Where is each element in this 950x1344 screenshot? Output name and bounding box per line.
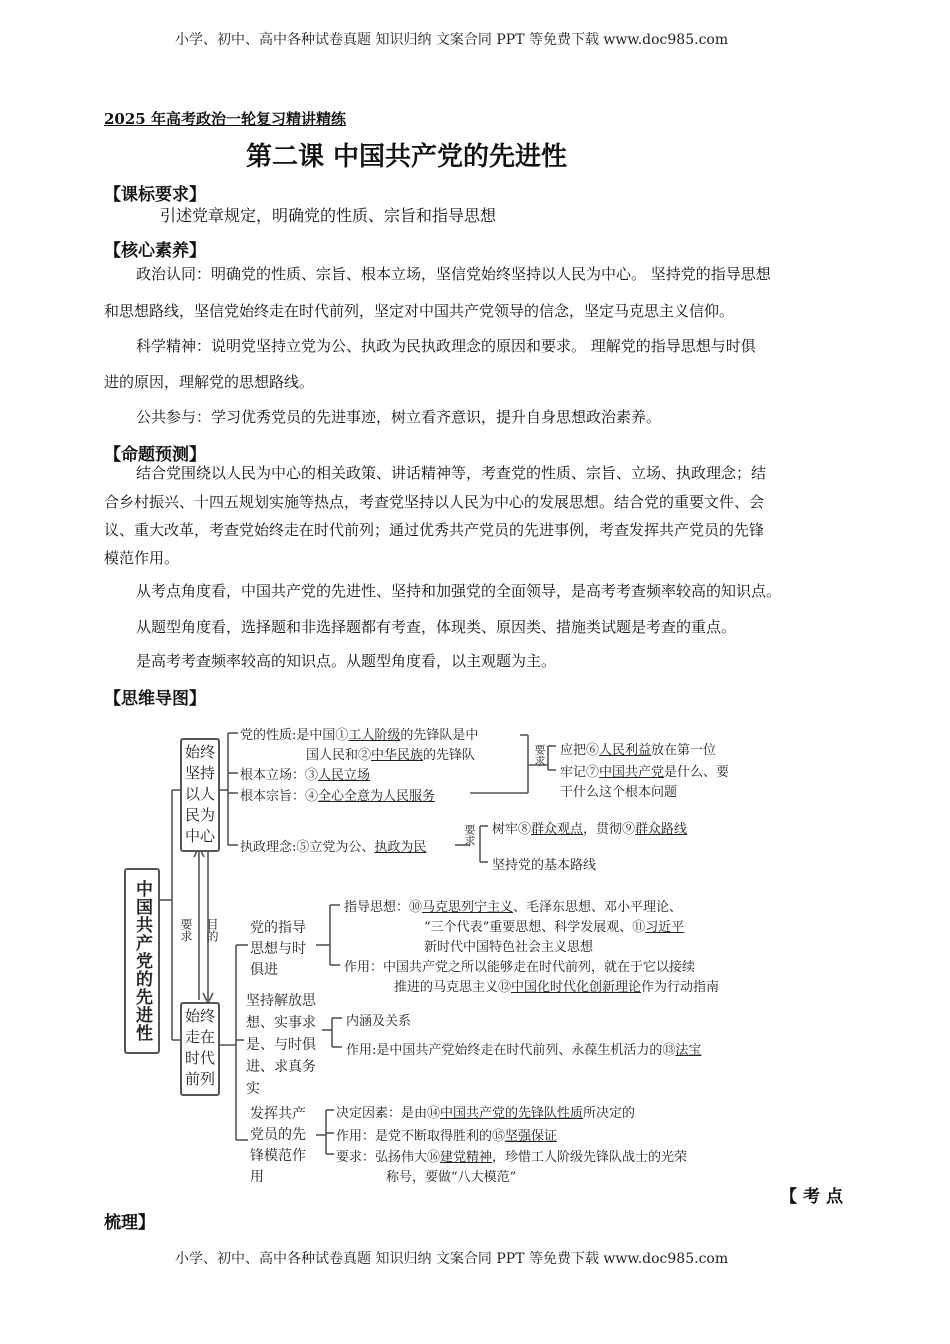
mindmap-link-requirement: 要求 [179, 918, 193, 942]
mindmap-node-emancipate: 坚持解放思想、实事求是、与时俱进、求真务实 [246, 993, 316, 1097]
mindmap-function1-line1: 作用：中国共产党之所以能够走在时代前列，就在于它以接续 [344, 960, 696, 975]
mindmap-guiding-line2: “三个代表”重要思想、科学发展观、⑪习近平 [424, 920, 685, 935]
page-header: 小学、初中、高中各种试卷真题 知识归纳 文案合同 PPT 等免费下载 www.doc985.com [175, 32, 729, 48]
mindmap-nature-line2: 国人民和②中华民族的先锋队 [306, 748, 476, 763]
mingti-p4: 是高考考查频率较高的知识点。从题型角度看，以主观题为主。 [136, 652, 557, 670]
page-title: 第二课 中国共产党的先进性 [246, 142, 568, 172]
section-heading-siwei: 【思维导图】 [104, 689, 206, 709]
mingti-line4: 模范作用。 [104, 549, 180, 567]
mindmap-remember-line1: 牢记⑦中国共产党是什么、要 [560, 765, 730, 780]
mindmap-function2: 作用:是中国共产党始终走在时代前列、永葆生机活力的⑬法宝 [346, 1043, 702, 1058]
mindmap-mass-line: 树牢⑧群众观点，贯彻⑨群众路线 [492, 822, 688, 837]
mindmap-requirement-label-1: 要求 [533, 744, 546, 766]
mindmap-connotation: 内涵及关系 [346, 1014, 412, 1029]
mindmap-people-interest: 应把⑥人民利益放在第一位 [560, 743, 717, 758]
mindmap-stance: 根本立场：③人民立场 [240, 768, 371, 783]
mindmap-requirement-label-2: 要求 [463, 824, 476, 846]
mingti-line3: 议、重大改革，考查党始终走在时代前列；通过优秀共产党员的先进事例，考查发挥共产党员的先锋 [104, 521, 765, 539]
mindmap-nature-line1: 党的性质:是中国①工人阶级的先锋队是中 [240, 728, 479, 743]
kebiao-text: 引述党章规定，明确党的性质、宗旨和指导思想 [160, 206, 497, 225]
section-heading-kebiao: 【课标要求】 [104, 185, 206, 205]
mindmap-branch-people-centered: 始终坚持以人民为中心 [180, 738, 220, 852]
hexin-p2-line2: 进的原因，理解党的思想路线。 [104, 373, 315, 391]
mindmap-node-guiding-thought: 党的指导思想与时俱进 [250, 920, 306, 978]
mingti-p3: 从题型角度看，选择题和非选择题都有考查，体现类、原因类、措施类试题是考查的重点。 [136, 618, 737, 636]
mindmap-decisive-factor: 决定因素：是由⑭中国共产党的先锋队性质所决定的 [336, 1106, 636, 1121]
document-subtitle: 2025 年高考政治一轮复习精讲精练 [104, 110, 346, 128]
mindmap-requirement3-line1: 要求：弘扬伟大⑯建党精神，珍惜工人阶级先锋队战士的光荣 [336, 1150, 688, 1165]
mindmap-remember-line2: 干什么这个根本问题 [560, 785, 678, 800]
section-heading-mingti: 【命题预测】 [104, 445, 206, 465]
hexin-p1-line2: 和思想路线，坚信党始终走在时代前列，坚定对中国共产党领导的信念，坚定马克思主义信仰。 [104, 302, 735, 320]
hexin-p2-line1: 科学精神：说明党坚持立党为公、执政为民执政理念的原因和要求。 理解党的指导思想与时俱 [136, 337, 756, 355]
mindmap-node-vanguard: 发挥共产党员的先锋模范作用 [250, 1106, 306, 1185]
mindmap-purpose: 根本宗旨：④全心全意为人民服务 [240, 789, 436, 804]
mindmap-basic-line: 坚持党的基本路线 [492, 858, 597, 873]
hexin-p1-line1: 政治认同：明确党的性质、宗旨、根本立场，坚信党始终坚持以人民为中心。 坚持党的指导思想 [136, 265, 771, 283]
mindmap-governing-concept: 执政理念:⑤立党为公、执政为民 [240, 840, 427, 855]
hexin-p3: 公共参与：学习优秀党员的先进事迹，树立看齐意识，提升自身思想政治素养。 [136, 408, 662, 426]
mingti-line2: 合乡村振兴、十四五规划实施等热点，考查党坚持以人民为中心的发展思想。结合党的重要文件、会 [104, 493, 765, 511]
mingti-line1: 结合党围绕以人民为中心的相关政策、讲话精神等，考查党的性质、宗旨、立场、执政理念；结 [136, 464, 767, 482]
mindmap-root: 中国共产党的先进性 [124, 868, 160, 1054]
mindmap-function1-line2: 推进的马克思主义⑫中国化时代化创新理论作为行动指南 [394, 980, 720, 995]
section-heading-kaodian-part1: 【考点 [780, 1187, 849, 1207]
mindmap-link-purpose: 目的 [205, 918, 219, 942]
mindmap-branch-times-front: 始终走在时代前列 [180, 1002, 220, 1096]
mindmap-guiding-line1: 指导思想：⑩马克思列宁主义、毛泽东思想、邓小平理论、 [344, 900, 683, 915]
mingti-p2: 从考点角度看，中国共产党的先进性、坚持和加强党的全面领导，是高考考查频率较高的知识点。 [136, 582, 782, 600]
mindmap-guiding-line3: 新时代中国特色社会主义思想 [424, 940, 594, 955]
mindmap-function3: 作用：是党不断取得胜利的⑮坚强保证 [336, 1129, 558, 1144]
section-heading-kaodian-part2: 梳理】 [104, 1213, 155, 1233]
mindmap-requirement3-line2: 称号，要做“八大模范” [386, 1170, 517, 1185]
page-footer: 小学、初中、高中各种试卷真题 知识归纳 文案合同 PPT 等免费下载 www.doc985.com [175, 1251, 729, 1267]
section-heading-hexin: 【核心素养】 [104, 241, 206, 261]
